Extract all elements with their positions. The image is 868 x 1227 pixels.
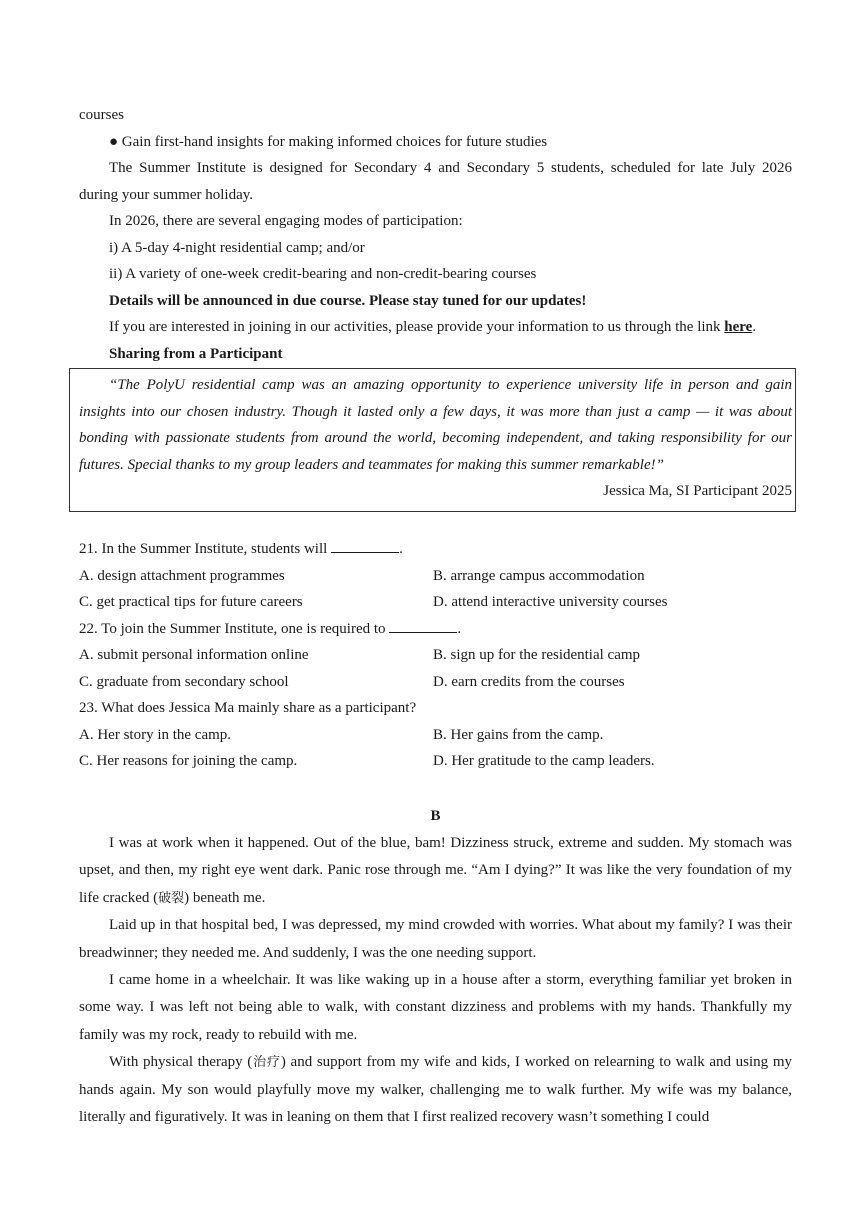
- interest-period: .: [752, 319, 757, 335]
- paragraph-line: The Summer Institute is designed for Secondary 4 and Secondary 5 students, scheduled for late July 2026: [109, 160, 792, 176]
- passage-paragraph: Laid up in that hospital bed, I was depressed, my mind crowded with worries. What about my family? I was their breadwinner; they needed me. And suddenly, I was the one needing support.: [79, 917, 792, 961]
- paragraph-text: I was at work when it happened. Out of the blue, bam! Dizziness struck, extreme and sudden. My stomach was upset, and then, my right eye went dark. Panic rose through me. “Am I dying?” It was like the very foundation of my life cracked (: [79, 835, 792, 906]
- quote-signature: Jessica Ma, SI Participant 2025: [603, 483, 792, 499]
- stem-end: .: [399, 541, 403, 557]
- option-b[interactable]: B. Her gains from the camp.: [433, 726, 604, 743]
- paragraph-text: ) beneath me.: [184, 889, 266, 906]
- stem-text: 22. To join the Summer Institute, one is required to: [79, 620, 390, 637]
- mode-item: ii) A variety of one-week credit-bearing and non-credit-bearing courses: [109, 266, 537, 282]
- paragraph-text: ) and support from my wife and kids, I worked on relearning to walk and using my hands again. My son would playfully move my walker, challenging me to walk further. My wife was my balance, literally and figuratively. It was in leaning on them that I first realized recovery wasn’t something I could: [79, 1054, 792, 1126]
- option-c[interactable]: C. Her reasons for joining the camp.: [79, 753, 298, 769]
- option-a[interactable]: A. Her story in the camp.: [79, 726, 232, 743]
- option-b[interactable]: B. sign up for the residential camp: [433, 647, 641, 663]
- chinese-gloss: 治疗: [252, 1055, 281, 1071]
- section-heading: B: [430, 808, 441, 824]
- option-c[interactable]: C. get practical tips for future careers: [79, 594, 303, 610]
- interest-text: If you are interested in joining in our activities, please provide your information to us through the link: [109, 319, 725, 335]
- text-line: courses: [79, 107, 124, 123]
- question-stem: [79, 695, 792, 722]
- option-a[interactable]: A. submit personal information online: [79, 647, 309, 663]
- option-d[interactable]: D. Her gratitude to the camp leaders.: [433, 753, 655, 769]
- passage-paragraph: [79, 1049, 792, 1131]
- bullet-item: ● Gain first-hand insights for making informed choices for future studies: [109, 133, 548, 150]
- question-21: [79, 536, 792, 616]
- intro-section: [79, 102, 792, 367]
- answer-blank: [331, 538, 399, 553]
- paragraph-text: With physical therapy (: [109, 1054, 253, 1071]
- stem-text: 23. What does Jessica Ma mainly share as a participant?: [79, 700, 417, 716]
- question-stem: [79, 536, 792, 563]
- details-notice: Details will be announced in due course. Please stay tuned for our updates!: [109, 292, 587, 309]
- question-22: [79, 616, 792, 696]
- stem-end: .: [457, 620, 462, 637]
- passage-b: [79, 802, 792, 1131]
- paragraph-line: during your summer holiday.: [79, 186, 254, 203]
- option-b[interactable]: B. arrange campus accommodation: [433, 567, 645, 584]
- passage-paragraph: I came home in a wheelchair. It was like waking up in a house after a storm, everything familiar yet broken in some way. I was left not being able to walk, with constant dizziness and problems with my hands. Thankfully my family was my rock, ready to rebuild with me.: [79, 972, 792, 1043]
- questions-section: [79, 536, 792, 775]
- stem-text: 21. In the Summer Institute, students will: [79, 541, 332, 557]
- question-stem: [79, 616, 792, 643]
- option-d[interactable]: D. earn credits from the courses: [433, 673, 625, 690]
- chinese-gloss: 破裂: [158, 890, 185, 906]
- modes-intro: In 2026, there are several engaging modes of participation:: [109, 213, 463, 229]
- question-23: [79, 695, 792, 775]
- quote-text: “The PolyU residential camp was an amazing opportunity to experience university life in person and gain insights into our chosen industry. Though it lasted only a few days, it was more than just a camp — it was about bonding with passionate students from around the world, becoming independent, and taking responsibility for our futures. Special thanks to my group leaders and teammates for making this summer remarkable!”: [79, 377, 792, 473]
- interest-line: [79, 314, 792, 341]
- answer-blank: [389, 618, 457, 633]
- passage-paragraph: [79, 830, 792, 912]
- here-link[interactable]: here: [724, 319, 753, 335]
- sharing-heading: Sharing from a Participant: [109, 345, 283, 362]
- option-d[interactable]: D. attend interactive university courses: [433, 594, 668, 610]
- option-a[interactable]: A. design attachment programmes: [79, 567, 285, 584]
- quote-box: [69, 368, 796, 512]
- option-c[interactable]: C. graduate from secondary school: [79, 673, 289, 690]
- mode-item: i) A 5-day 4-night residential camp; and/or: [109, 239, 365, 256]
